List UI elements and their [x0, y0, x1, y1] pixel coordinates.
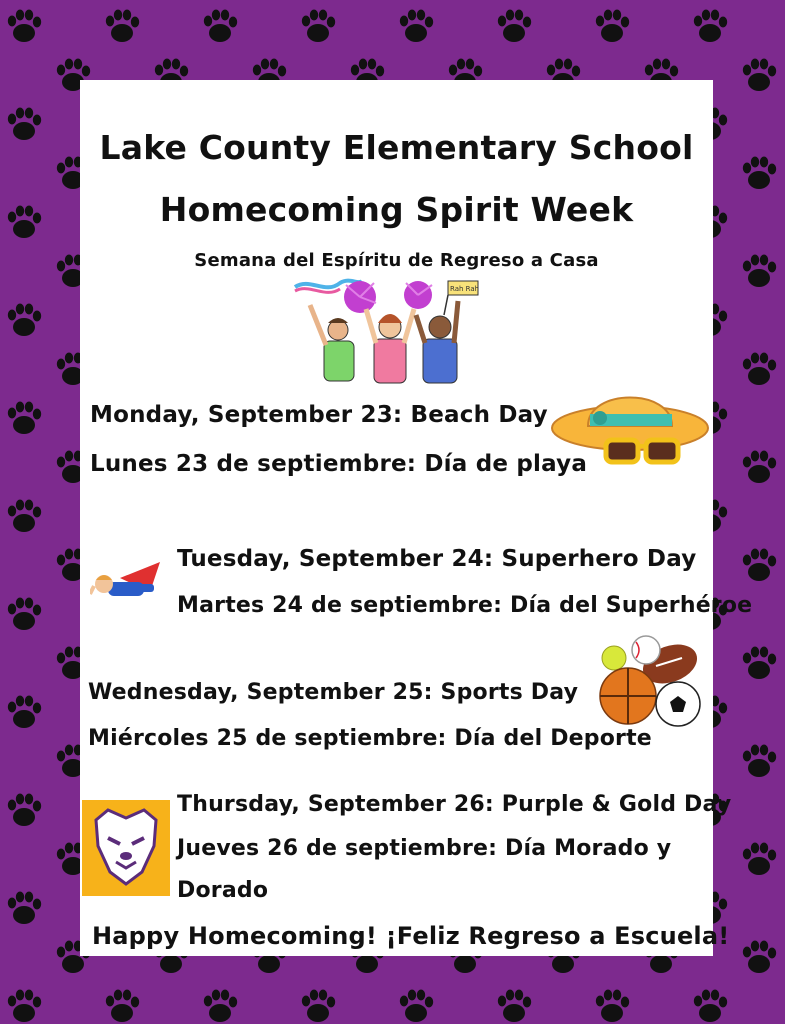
- tuesday-spanish: Martes 24 de septiembre: Día del Superhéroe: [177, 593, 753, 618]
- title-spirit-week: Homecoming Spirit Week: [159, 190, 634, 229]
- flyer-sheet: [80, 80, 753, 956]
- cheering-kids-icon: [290, 275, 480, 385]
- thursday-spanish-line1: Jueves 26 de septiembre: Día Morado y: [177, 836, 672, 861]
- panther-logo-icon: [82, 800, 170, 896]
- thursday-english: Thursday, September 26: Purple & Gold Day: [177, 792, 732, 817]
- title-school: Lake County Elementary School: [99, 128, 694, 167]
- monday-english: Monday, September 23: Beach Day: [90, 402, 548, 428]
- wednesday-english: Wednesday, September 25: Sports Day: [88, 680, 579, 705]
- cheer-banner-text: Rah Rah: [450, 285, 480, 293]
- monday-spanish: Lunes 23 de septiembre: Día de playa: [90, 451, 588, 477]
- footer-greeting: Happy Homecoming! ¡Feliz Regreso a Escuela!: [92, 922, 730, 950]
- sports-balls-icon: [592, 632, 702, 734]
- tuesday-english: Tuesday, September 24: Superhero Day: [177, 546, 697, 572]
- thursday-spanish-line2: Dorado: [177, 878, 269, 903]
- subtitle-spanish: Semana del Espíritu de Regreso a Casa: [194, 250, 599, 271]
- sun-hat-icon: [550, 378, 710, 478]
- wednesday-spanish: Miércoles 25 de septiembre: Día del Deporte: [88, 726, 652, 751]
- superhero-icon: [90, 558, 162, 614]
